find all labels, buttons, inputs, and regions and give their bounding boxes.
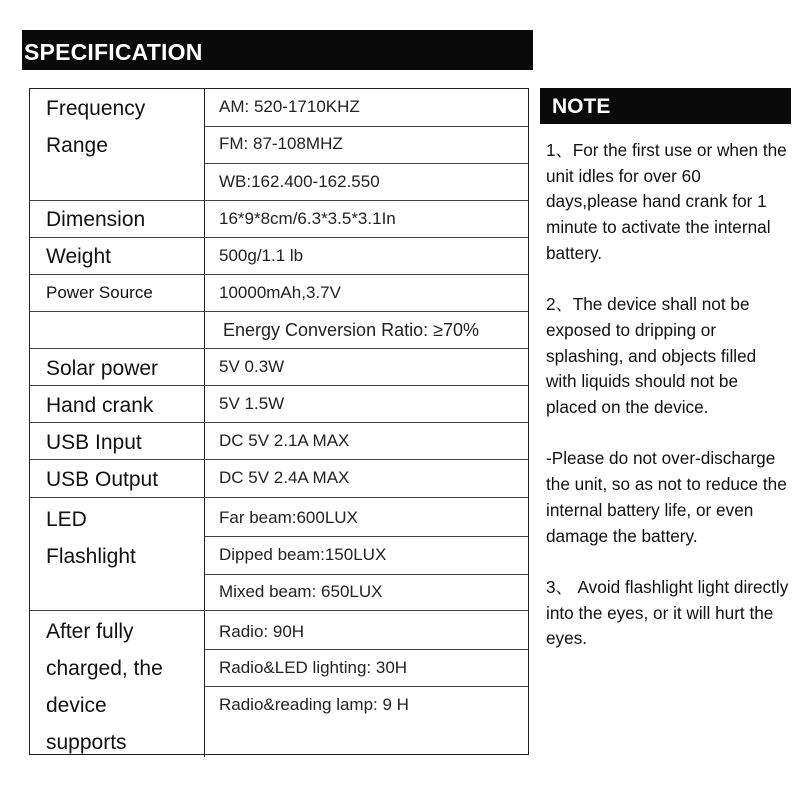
- power-source-value: 10000mAh,3.7V: [219, 283, 341, 302]
- frequency-label: Frequency Range: [46, 97, 146, 157]
- table-row-usb-output: [30, 459, 528, 498]
- table-row-hand-crank: [30, 385, 528, 423]
- frequency-fm-value: FM: 87-108MHZ: [219, 134, 343, 153]
- energy-conversion-value: Energy Conversion Ratio: ≥70%: [223, 320, 480, 340]
- far-beam-value: Far beam:600LUX: [219, 508, 358, 527]
- table-row-solar-power: [30, 348, 528, 386]
- note-title: NOTE: [540, 88, 791, 124]
- dimension-label: Dimension: [46, 208, 146, 231]
- dimension-value: 16*9*8cm/6.3*3.5*3.1In: [219, 209, 396, 228]
- mixed-beam-value: Mixed beam: 650LUX: [219, 582, 383, 601]
- table-row-usb-input: [30, 422, 528, 460]
- usb-output-value: DC 5V 2.4A MAX: [219, 468, 350, 487]
- specification-title: SPECIFICATION: [22, 30, 533, 70]
- runtime-label: After fully charged, the device supports: [46, 620, 163, 754]
- weight-label: Weight: [46, 245, 111, 268]
- radio-led-runtime-value: Radio&LED lighting: 30H: [219, 658, 408, 677]
- table-row-energy-conversion: [30, 311, 528, 349]
- frequency-wb-value: WB:162.400-162.550: [219, 172, 380, 191]
- radio-runtime-value: Radio: 90H: [219, 622, 305, 641]
- specification-table: [29, 88, 529, 755]
- hand-crank-label: Hand crank: [46, 394, 154, 417]
- table-row-frequency: [30, 89, 528, 200]
- table-row-led-flashlight: [30, 497, 528, 611]
- table-row-dimension: [30, 200, 528, 238]
- table-row-runtime: [30, 610, 528, 757]
- note-text: [546, 138, 791, 678]
- frequency-am-value: AM: 520-1710KHZ: [219, 97, 360, 116]
- weight-value: 500g/1.1 lb: [219, 246, 304, 265]
- solar-power-label: Solar power: [46, 357, 159, 380]
- note-paragraph-first-use: 1、For the first use or when the unit idles for over 60 days,please hand crank for 1 minute to activate the internal battery.: [546, 140, 787, 263]
- usb-output-label: USB Output: [46, 468, 159, 491]
- usb-input-label: USB Input: [46, 431, 142, 454]
- radio-lamp-runtime-value: Radio&reading lamp: 9 H: [219, 695, 409, 714]
- table-row-weight: [30, 237, 528, 275]
- dipped-beam-value: Dipped beam:150LUX: [219, 545, 387, 564]
- note-paragraph-eyes: 3、 Avoid flashlight light directly into the eyes, or it will hurt the eyes.: [546, 576, 789, 649]
- led-flashlight-label: LED Flashlight: [46, 508, 136, 568]
- table-row-power-source: [30, 274, 528, 312]
- power-source-label: Power Source: [46, 283, 153, 302]
- note-paragraph-liquids: 2、The device shall not be exposed to dripping or splashing, and objects filled with liquids should not be placed on the device.: [546, 294, 757, 418]
- note-paragraph-discharge: -Please do not over-discharge the unit, so as not to reduce the internal battery life, or even damage the battery.: [546, 448, 787, 546]
- solar-power-value: 5V 0.3W: [219, 357, 285, 376]
- usb-input-value: DC 5V 2.1A MAX: [219, 431, 350, 450]
- hand-crank-value: 5V 1.5W: [219, 394, 285, 413]
